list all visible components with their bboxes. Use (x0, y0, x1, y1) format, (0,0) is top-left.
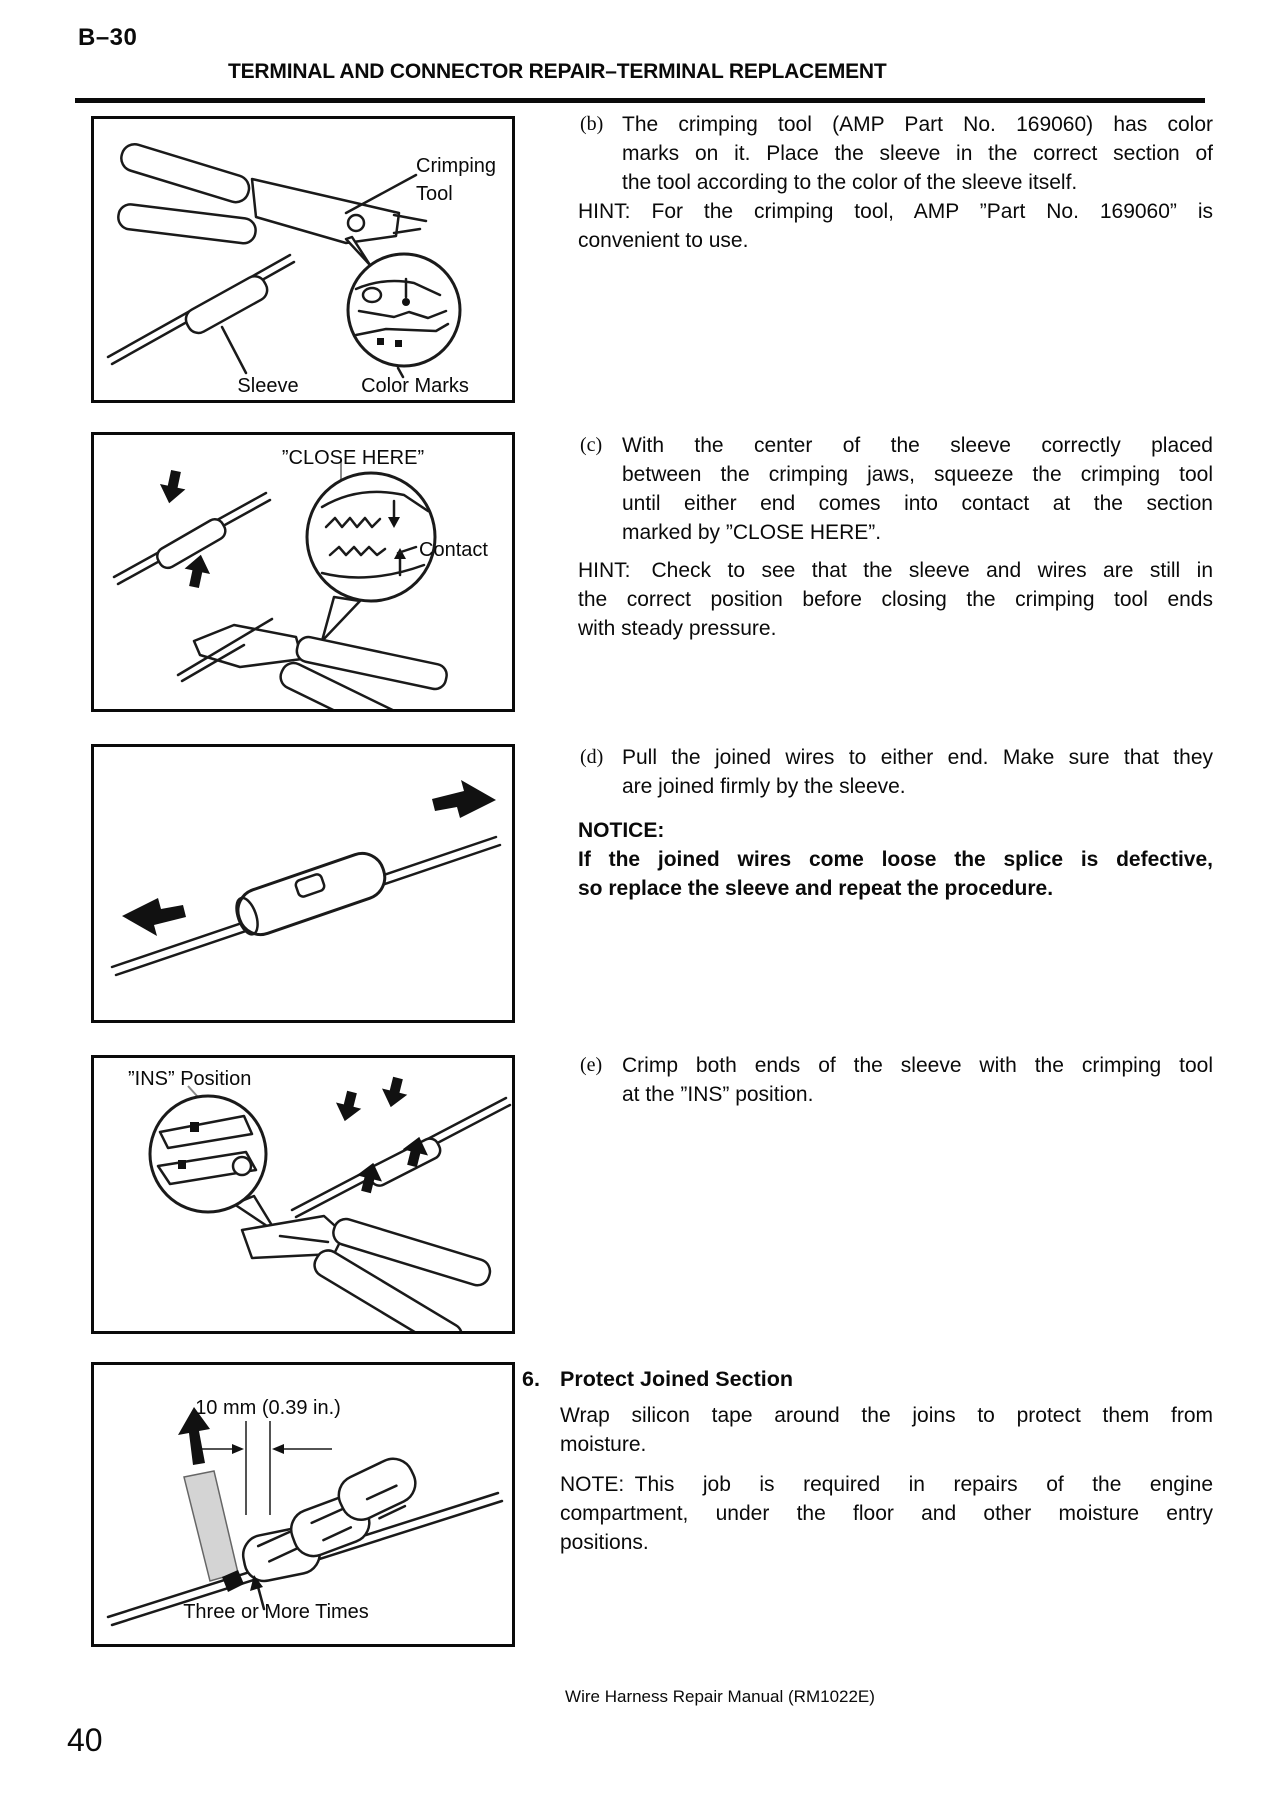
text-line: are joined firmly by the sleeve. (622, 775, 906, 798)
text-line: until either end comes into contact at the section (622, 492, 1213, 515)
text-line: The crimping tool (AMP Part No. 169060) has color (622, 113, 1213, 136)
hint-c (578, 556, 1213, 643)
close-here-label: ”CLOSE HERE” (281, 447, 425, 469)
crimping-tool-leader (346, 175, 416, 213)
magnifier-circle (150, 1096, 276, 1232)
notice-heading: NOTICE: (578, 819, 665, 842)
crimp-down-arrow (378, 1075, 410, 1110)
text-line: convenient to use. (578, 229, 749, 252)
ins-mark (190, 1122, 199, 1132)
three-times-label: Three or More Times (183, 1601, 369, 1623)
tape-strip (184, 1471, 238, 1581)
step-e-marker: (e) (580, 1054, 603, 1076)
ins-position-label: ”INS” Position (128, 1068, 252, 1090)
wire-with-sleeve (108, 255, 294, 364)
color-marks-label: Color Marks (361, 375, 469, 397)
pull-arrow-right (432, 780, 496, 818)
wire-with-sleeve (114, 468, 270, 589)
dimension-label: 10 mm (0.39 in.) (195, 1397, 341, 1419)
close-here-drawing (94, 435, 512, 709)
text-line: If the joined wires come loose the splice is defective, (578, 848, 1213, 871)
text-line: positions. (560, 1531, 649, 1554)
figure-pull-test (91, 744, 515, 1023)
section-6-title: Protect Joined Section (560, 1367, 793, 1391)
pull-test-drawing (94, 747, 512, 1020)
figure-ins-position (91, 1055, 515, 1334)
text-line: HINT: For the crimping tool, AMP ”Part No. 169060” is (578, 200, 1213, 223)
section-6-number: 6. (522, 1367, 540, 1391)
text-line: HINT: Check to see that the sleeve and wires are still in (578, 559, 1213, 582)
footer-manual-title: Wire Harness Repair Manual (RM1022E) (565, 1687, 875, 1706)
pull-arrow-left (122, 898, 186, 936)
magnifier-circle (346, 237, 460, 366)
text-line: moisture. (560, 1433, 647, 1456)
ins-mark (178, 1160, 186, 1169)
notice-block (578, 816, 1213, 903)
section-6-heading (522, 1364, 1213, 1394)
step-b (578, 110, 1213, 197)
magnifier-circle (307, 473, 435, 641)
step-b-marker: (b) (580, 113, 604, 135)
text-line: marks on it. Place the sleeve in the correct section of (622, 142, 1213, 165)
dimension-arrow (272, 1444, 284, 1454)
figure-crimping-tool (91, 116, 515, 403)
hint-b (578, 197, 1213, 255)
tape-wrap-bundle (225, 1450, 435, 1592)
figure-tape-wrap (91, 1362, 515, 1647)
text-line: Crimp both ends of the sleeve with the crimping tool (622, 1054, 1213, 1077)
text-line: so replace the sleeve and repeat the procedure. (578, 877, 1054, 900)
sleeve (182, 272, 271, 337)
sleeve (366, 1135, 443, 1188)
text-line: at the ”INS” position. (622, 1083, 814, 1106)
page-number: 40 (67, 1722, 103, 1758)
color-mark-square (395, 340, 402, 347)
step-c (578, 431, 1213, 547)
sleeve (154, 516, 229, 571)
text-line: between the crimping jaws, squeeze the crimping tool (622, 463, 1213, 486)
wire-with-sleeve (292, 1075, 510, 1217)
step-e (578, 1051, 1213, 1109)
pliers (117, 141, 426, 245)
color-mark-dot (402, 298, 410, 306)
sleeve-leader (222, 327, 246, 373)
ins-position-drawing (94, 1058, 512, 1331)
text-line: compartment, under the floor and other moisture entry (560, 1502, 1213, 1525)
press-down-arrow (156, 468, 188, 506)
text-line: Wrap silicon tape around the joins to protect them from (560, 1404, 1213, 1427)
section-6 (522, 1364, 1213, 1557)
contact-label: Contact (419, 539, 488, 561)
page-title: TERMINAL AND CONNECTOR REPAIR–TERMINAL REPLACEMENT (228, 60, 887, 83)
text-line: the correct position before closing the crimping tool ends (578, 588, 1213, 611)
text-line: the tool according to the color of the sleeve itself. (622, 171, 1078, 194)
figure-close-here (91, 432, 515, 712)
dimension-arrow (232, 1444, 244, 1454)
step-d-marker: (d) (580, 746, 604, 768)
page-corner-label: B–30 (78, 24, 138, 51)
text-line: NOTE: This job is required in repairs of the engine (560, 1473, 1213, 1496)
header-rule (75, 98, 1205, 103)
crimp-down-arrow (332, 1089, 364, 1124)
section-6-body (560, 1401, 1213, 1459)
crimping-tool-label: Crimping (416, 155, 497, 177)
section-6-note (560, 1470, 1213, 1557)
step-d (578, 743, 1213, 801)
sleeve-label: Sleeve (237, 375, 299, 397)
step-c-marker: (c) (580, 434, 603, 456)
pliers (242, 1216, 493, 1331)
color-mark-square (377, 338, 384, 345)
pliers (178, 619, 449, 709)
text-line: marked by ”CLOSE HERE”. (622, 521, 882, 544)
sleeve (231, 848, 391, 941)
text-line: With the center of the sleeve correctly placed (622, 434, 1213, 457)
crimping-tool-label: Tool (416, 183, 453, 205)
text-line: Pull the joined wires to either end. Make sure that they (622, 746, 1213, 769)
text-line: with steady pressure. (578, 617, 777, 640)
